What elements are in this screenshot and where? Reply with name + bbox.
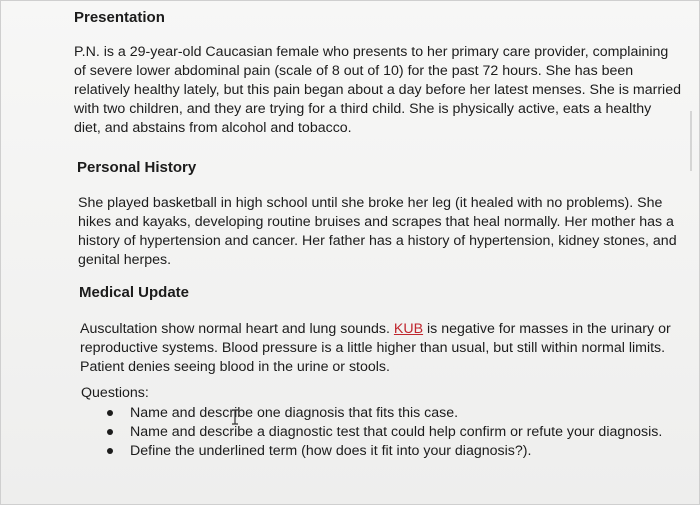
presentation-line: P.N. is a 29-year-old Caucasian female who presents to her primary care provider, complaining bbox=[74, 44, 669, 60]
medical-update-text: is negative for masses in the urinary or bbox=[423, 321, 671, 337]
medical-update-heading: Medical Update bbox=[79, 284, 190, 301]
question-item bbox=[104, 442, 662, 461]
presentation-line: of severe lower abdominal pain (scale of 8 out of 10) for the past 72 hours. She has been bbox=[74, 63, 634, 79]
kub-underlined-term: KUB bbox=[393, 321, 424, 337]
personal-history-line: history of hypertension and cancer. Her father has a history of hypertension, kidney stones, and bbox=[78, 233, 677, 249]
medical-update-line: Patient denies seeing blood in the urine or stools. bbox=[80, 359, 390, 375]
medical-update-text: Auscultation show normal heart and lung sounds. bbox=[80, 321, 394, 337]
presentation-paragraph bbox=[74, 43, 681, 138]
bullet-icon bbox=[107, 410, 113, 416]
personal-history-paragraph bbox=[78, 194, 677, 270]
text-cursor-icon bbox=[231, 409, 239, 425]
medical-update-line bbox=[80, 320, 671, 339]
page-edge-mark bbox=[690, 111, 692, 171]
presentation-line: diet, and abstains from alcohol and tobacco. bbox=[74, 120, 352, 136]
personal-history-heading: Personal History bbox=[77, 159, 197, 176]
personal-history-line: hikes and kayaks, developing routine bruises and scrapes that heal normally. Her mother has a bbox=[78, 214, 674, 230]
question-text: Name and describe one diagnosis that fits this case. bbox=[130, 405, 459, 421]
question-text: Define the underlined term (how does it fit into your diagnosis?). bbox=[130, 443, 532, 459]
medical-update-line: reproductive systems. Blood pressure is a little higher than usual, but still within normal limits. bbox=[80, 340, 666, 356]
personal-history-line: She played basketball in high school until she broke her leg (it healed with no problems). She bbox=[78, 195, 663, 211]
questions-label: Questions: bbox=[81, 385, 149, 401]
bullet-icon bbox=[107, 429, 113, 435]
presentation-heading: Presentation bbox=[74, 9, 165, 26]
questions-list bbox=[104, 404, 662, 461]
presentation-line: with two children, and they are trying for a third child. She is physically active, eats a healthy bbox=[74, 101, 652, 117]
bullet-icon bbox=[107, 448, 113, 454]
question-text: Name and describe a diagnostic test that could help confirm or refute your diagnosis. bbox=[130, 424, 663, 440]
presentation-line: relatively healthy lately, but this pain began about a day before her latest menses. She is married bbox=[74, 82, 681, 98]
medical-update-paragraph bbox=[80, 320, 671, 377]
personal-history-line: genital herpes. bbox=[78, 252, 172, 268]
question-item bbox=[104, 404, 662, 423]
question-item bbox=[104, 423, 662, 442]
